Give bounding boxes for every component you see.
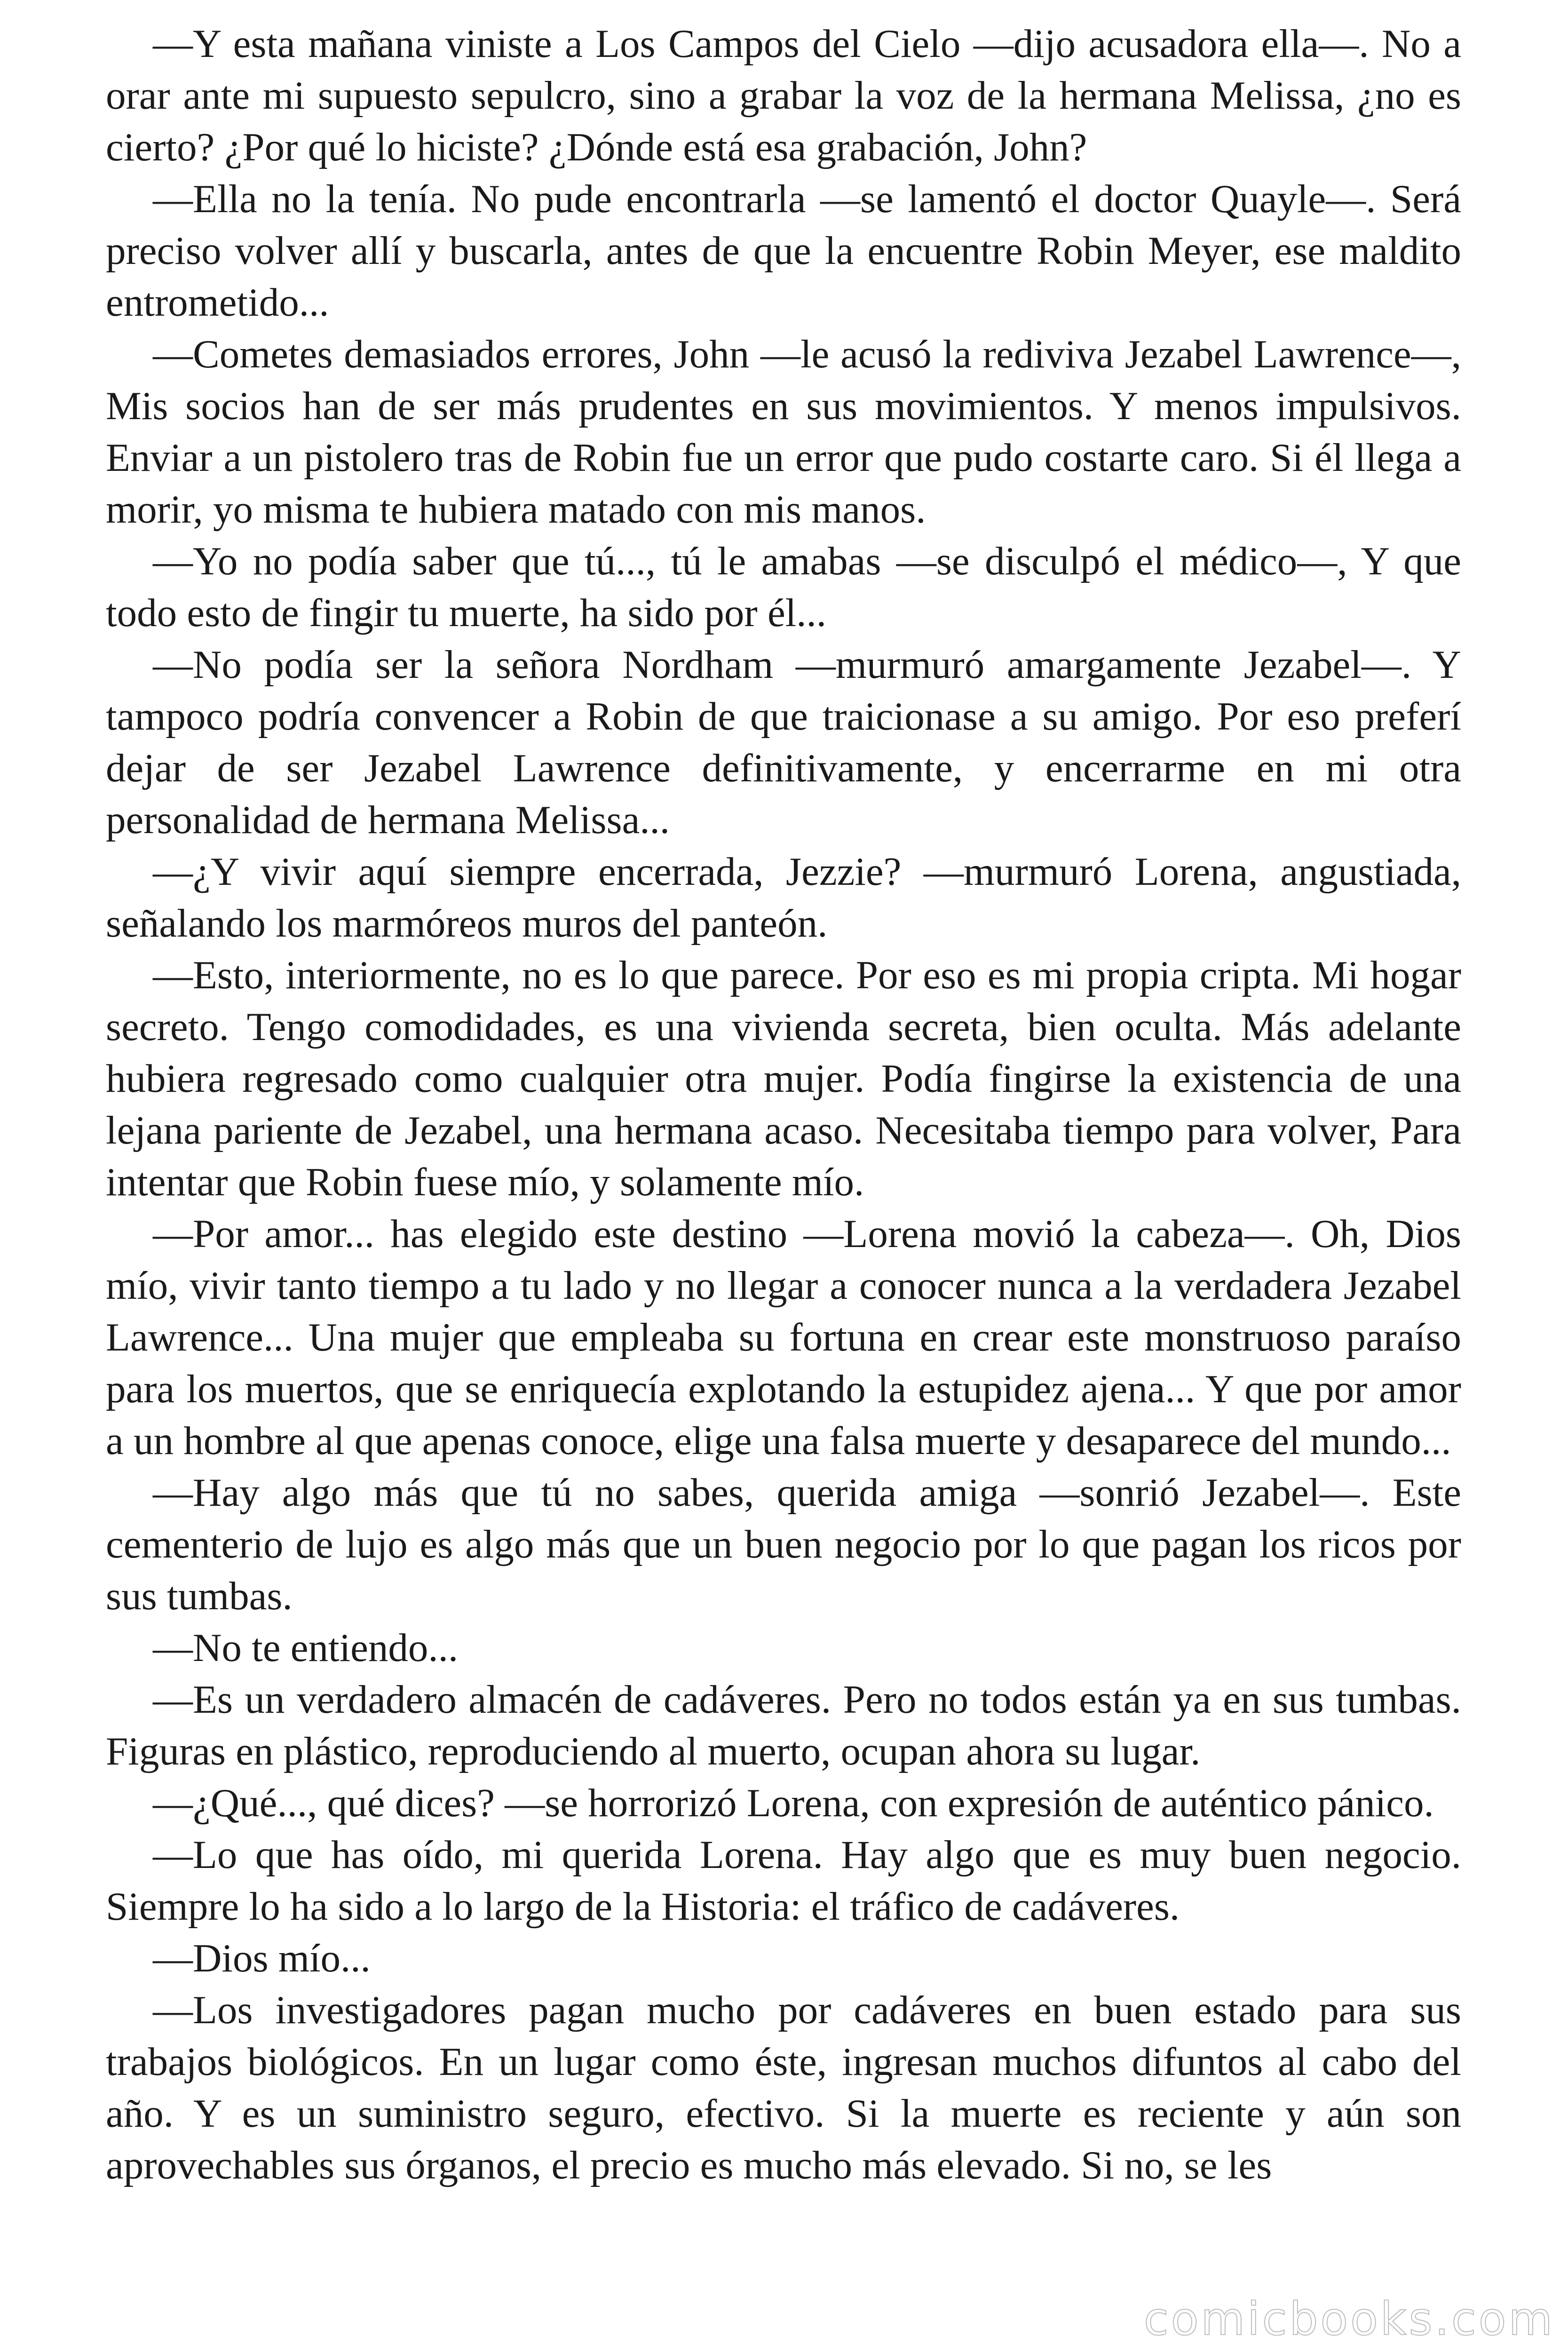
paragraph: —Esto, interiormente, no es lo que parece. Por eso es mi propia cripta. Mi hogar secreto. Tengo comodidades, es una vivienda secreta, bien oculta. Más adelante hubiera regresado como cualquier otra mujer. Podía fingirse la existencia de una lejana pariente de Jezabel, una hermana acaso. Necesitaba tiempo para volver, Para intentar que Robin fuese mío, y solamente mío.	[106, 953, 1461, 1204]
paragraph: —¿Qué..., qué dices? —se horrorizó Lorena, con expresión de auténtico pánico.	[153, 1781, 1434, 1825]
paragraph: —Y esta mañana viniste a Los Campos del Cielo —dijo acusadora ella—. No a orar ante mi supuesto sepulcro, sino a grabar la voz de la hermana Melissa, ¿no es cierto? ¿Por qué lo hiciste? ¿Dónde está esa grabación, John?	[106, 22, 1461, 169]
paragraph: —Es un verdadero almacén de cadáveres. Pero no todos están ya en sus tumbas. Figuras en plástico, reproduciendo al muerto, ocupan ahora su lugar.	[106, 1677, 1461, 1773]
paragraph: —No podía ser la señora Nordham —murmuró amargamente Jezabel—. Y tampoco podría convencer a Robin de que traicionase a su amigo. Por eso preferí dejar de ser Jezabel Lawrence definitivamente, y encerrarme en mi otra personalidad de hermana Melissa...	[106, 643, 1461, 842]
paragraph: —Dios mío...	[153, 1936, 371, 1980]
watermark-logo: comicbooks.com	[1143, 2293, 1555, 2345]
paragraph: —Cometes demasiados errores, John —le acusó la rediviva Jezabel Lawrence—, Mis socios han de ser más prudentes en sus movimientos. Y menos impulsivos. Enviar a un pistolero tras de Robin fue un error que pudo costarte caro. Si él llega a morir, yo misma te hubiera matado con mis manos.	[106, 332, 1461, 532]
paragraph: —Los investigadores pagan mucho por cadáveres en buen estado para sus trabajos biológicos. En un lugar como éste, ingresan muchos difuntos al cabo del año. Y es un suministro seguro, efectivo. Si la muerte es reciente y aún son aprovechables sus órganos, el precio es mucho más elevado. Si no, se les	[106, 1988, 1461, 2187]
paragraph: —Por amor... has elegido este destino —Lorena movió la cabeza—. Oh, Dios mío, vivir tanto tiempo a tu lado y no llegar a conocer nunca a la verdadera Jezabel Lawrence... Una mujer que empleaba su fortuna en crear este monstruoso paraíso para los muertos, que se enriquecía explotando la estupidez ajena... Y que por amor a un hombre al que apenas conoce, elige una falsa muerte y desaparece del mundo...	[106, 1212, 1461, 1463]
book-page-text	[106, 18, 1461, 2191]
paragraph: —Lo que has oído, mi querida Lorena. Hay algo que es muy buen negocio. Siempre lo ha sido a lo largo de la Historia: el tráfico de cadáveres.	[106, 1833, 1461, 1929]
paragraph: —Hay algo más que tú no sabes, querida amiga —sonrió Jezabel—. Este cementerio de lujo es algo más que un buen negocio por lo que pagan los ricos por sus tumbas.	[106, 1470, 1461, 1618]
paragraph: —Yo no podía saber que tú..., tú le amabas —se disculpó el médico—, Y que todo esto de fingir tu muerte, ha sido por él...	[106, 539, 1461, 635]
paragraph: —No te entiendo...	[153, 1626, 459, 1670]
paragraph: —¿Y vivir aquí siempre encerrada, Jezzie? —murmuró Lorena, angustiada, señalando los marmóreos muros del panteón.	[106, 850, 1461, 946]
paragraph: —Ella no la tenía. No pude encontrarla —se lamentó el doctor Quayle—. Será preciso volver allí y buscarla, antes de que la encuentre Robin Meyer, ese maldito entrometido...	[106, 177, 1461, 325]
